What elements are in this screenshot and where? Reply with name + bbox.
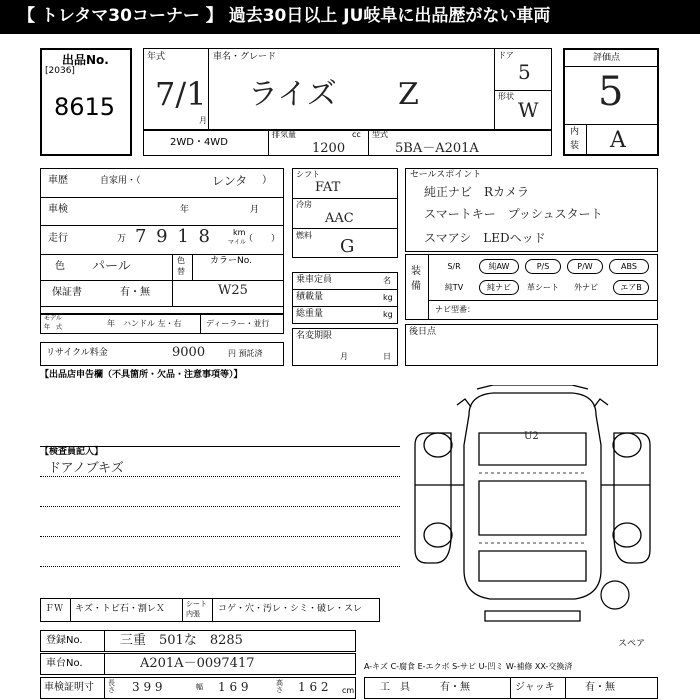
reg-label: 登録No. xyxy=(46,635,83,646)
year-unit: 月 xyxy=(199,116,207,125)
gross-unit: kg xyxy=(383,310,393,319)
sales-label: セールスポイント xyxy=(410,170,482,180)
mileage-man: 万 xyxy=(117,234,127,244)
sales-line-3: スマアシ LEDヘッド xyxy=(424,231,546,245)
mileage-paren: （ ） xyxy=(244,234,281,244)
namechange-day: 日 xyxy=(383,352,391,361)
model-label-1: モデル xyxy=(44,315,62,322)
equip-leather: 革シート xyxy=(527,283,559,292)
handle: ハンドル 左・右 xyxy=(123,319,182,328)
model-year: 年 xyxy=(107,319,115,328)
equip-sr: S/R xyxy=(447,262,461,271)
rear-box xyxy=(405,324,658,366)
equip-airbag: エアB xyxy=(613,280,649,295)
inspection-month: 月 xyxy=(250,205,260,215)
equip-ps: P/S xyxy=(525,259,561,274)
drive-label: 2WD・4WD xyxy=(170,137,228,148)
name-grade: Z xyxy=(398,77,419,112)
recycle-unit: 円 預託済 xyxy=(228,349,263,358)
equip-navi: 純ナビ xyxy=(479,280,519,295)
tools-label: 工 具 xyxy=(380,682,410,693)
interior-label-1: 内 xyxy=(570,127,580,137)
reg-value: 三重 501な 8285 xyxy=(120,633,243,648)
history-label: 車歴 xyxy=(48,175,68,186)
color-change-2: 替 xyxy=(177,267,185,276)
fw-text: キズ・トビ石・割レＸ xyxy=(75,604,165,614)
year-value: 7/1 xyxy=(155,75,207,113)
type-value: 5BA－A201A xyxy=(395,141,479,156)
disp-label: 排気量 xyxy=(272,130,296,139)
ac-value: AAC xyxy=(325,211,354,226)
disp-value: 1200 xyxy=(312,141,346,156)
model-label-2: 年 式 xyxy=(44,324,63,331)
score-value: 5 xyxy=(598,69,624,115)
cert-w: 幅 xyxy=(196,683,203,691)
score-label: 評価点 xyxy=(593,53,621,63)
warranty-label: 保証書 xyxy=(52,287,82,298)
color-change-1: 色 xyxy=(177,256,185,265)
fw-label: ＦＷ xyxy=(45,604,64,614)
colorno-value: W25 xyxy=(218,283,248,298)
mileage-unit2: マイル xyxy=(228,239,246,246)
recycle-label: リサイクル料金 xyxy=(46,348,108,358)
header-title: 【 トレタマ30コーナー 】 過去30日以上 JU岐阜に出品歴がない車両 xyxy=(18,6,551,26)
shift-label: シフト xyxy=(296,170,320,179)
history-options: 自家用・（ xyxy=(100,176,141,186)
doors-label: ドア xyxy=(498,51,514,60)
lot-number: 8615 xyxy=(54,93,116,121)
equip-abs: ABS xyxy=(609,259,649,274)
cert-l-value: 3 9 9 xyxy=(132,680,163,694)
history-value: レンタ xyxy=(212,174,248,188)
seat-label-1: シート xyxy=(186,600,207,608)
inspector-note: ドアノブキズ xyxy=(48,461,124,476)
mileage-unit: km xyxy=(233,228,246,237)
fuel-label: 燃料 xyxy=(296,231,312,240)
cert-h-value: 1 6 2 xyxy=(298,680,329,694)
diagram-mark: U2 xyxy=(524,431,539,442)
history-close: ） xyxy=(262,175,272,186)
equip-pw: P/W xyxy=(567,259,603,274)
namechange-label: 名変期限 xyxy=(296,331,333,341)
type-label: 型式 xyxy=(372,130,388,139)
color-label: 色 xyxy=(55,261,65,272)
capacity-unit: 名 xyxy=(383,276,391,285)
spare-label: スペア xyxy=(618,639,646,649)
dealer: ディーラー・並行 xyxy=(206,319,270,328)
equip-extnavi: 外ナビ xyxy=(574,283,598,292)
inspector-header: 【検査員記入】 xyxy=(40,448,107,457)
tools-value: 有・無 xyxy=(440,682,470,693)
equip-tv: 純TV xyxy=(444,283,464,292)
legend: A-キズ C-腐食 E-エクボ S-サビ U-凹ミ W-補修 XX-交換済 xyxy=(364,662,573,671)
cert-h: 高さ xyxy=(276,679,283,694)
cert-label: 車検証明寸 xyxy=(44,682,94,693)
equip-label-1: 装 xyxy=(411,266,421,277)
name-model: ライズ xyxy=(248,77,337,112)
load-label: 積載量 xyxy=(296,292,324,302)
warranty-value: 有・無 xyxy=(120,287,150,298)
rear-label: 後日点 xyxy=(409,327,437,337)
inspection-year: 年 xyxy=(180,205,190,215)
seat-label-2: 内張 xyxy=(186,610,200,618)
recycle-value: 9000 xyxy=(172,345,206,360)
cert-l: 長さ xyxy=(108,679,115,694)
interior-label-2: 装 xyxy=(570,141,580,151)
sales-line-1: 純正ナビ Rカメラ xyxy=(424,185,530,199)
shape-value: W xyxy=(518,98,539,122)
car-diagram xyxy=(405,385,660,635)
sales-line-2: スマートキー プッシュスタート xyxy=(424,207,603,221)
shift-value: FAT xyxy=(315,180,341,195)
jack-label: ジャッキ xyxy=(515,682,555,693)
ac-label: 冷房 xyxy=(296,200,312,209)
navi-model-label: ナビ型番： xyxy=(435,305,475,314)
inspection-label: 車検 xyxy=(48,204,68,215)
disp-unit: cc xyxy=(352,130,361,139)
interior-value: A xyxy=(610,128,626,153)
doors-value: 5 xyxy=(518,60,531,84)
color-value: パール xyxy=(92,259,131,274)
lot-label: 出品No. xyxy=(62,53,109,67)
shape-label: 形状 xyxy=(498,92,514,101)
fuel-value: G xyxy=(340,236,355,257)
gross-label: 総重量 xyxy=(296,309,324,319)
load-unit: kg xyxy=(383,293,393,302)
seller-header: 【出品店申告欄（不具箇所・欠品・注意事項等）】 xyxy=(40,370,243,380)
lot-sub: [2036] xyxy=(45,66,75,76)
name-label: 車名・グレード xyxy=(213,52,277,62)
namechange-unit: 月 xyxy=(340,352,348,361)
jack-value: 有・無 xyxy=(585,682,615,693)
year-label: 年式 xyxy=(147,52,166,62)
mileage-value: 7 9 1 8 xyxy=(135,226,212,247)
mileage-label: 走行 xyxy=(48,233,68,244)
cert-unit: cm xyxy=(342,686,355,695)
equip-aw: 純AW xyxy=(479,259,519,274)
colorno-label: カラーNo. xyxy=(210,256,252,266)
chassis-value: A201A－0097417 xyxy=(140,656,255,671)
chassis-label: 車台No. xyxy=(46,658,83,669)
equip-label-2: 備 xyxy=(411,281,421,292)
cert-w-value: 1 6 9 xyxy=(218,680,249,694)
seat-text: コゲ・穴・汚レ・シミ・破レ・スレ xyxy=(218,604,363,614)
capacity-label: 乗車定員 xyxy=(296,275,333,285)
